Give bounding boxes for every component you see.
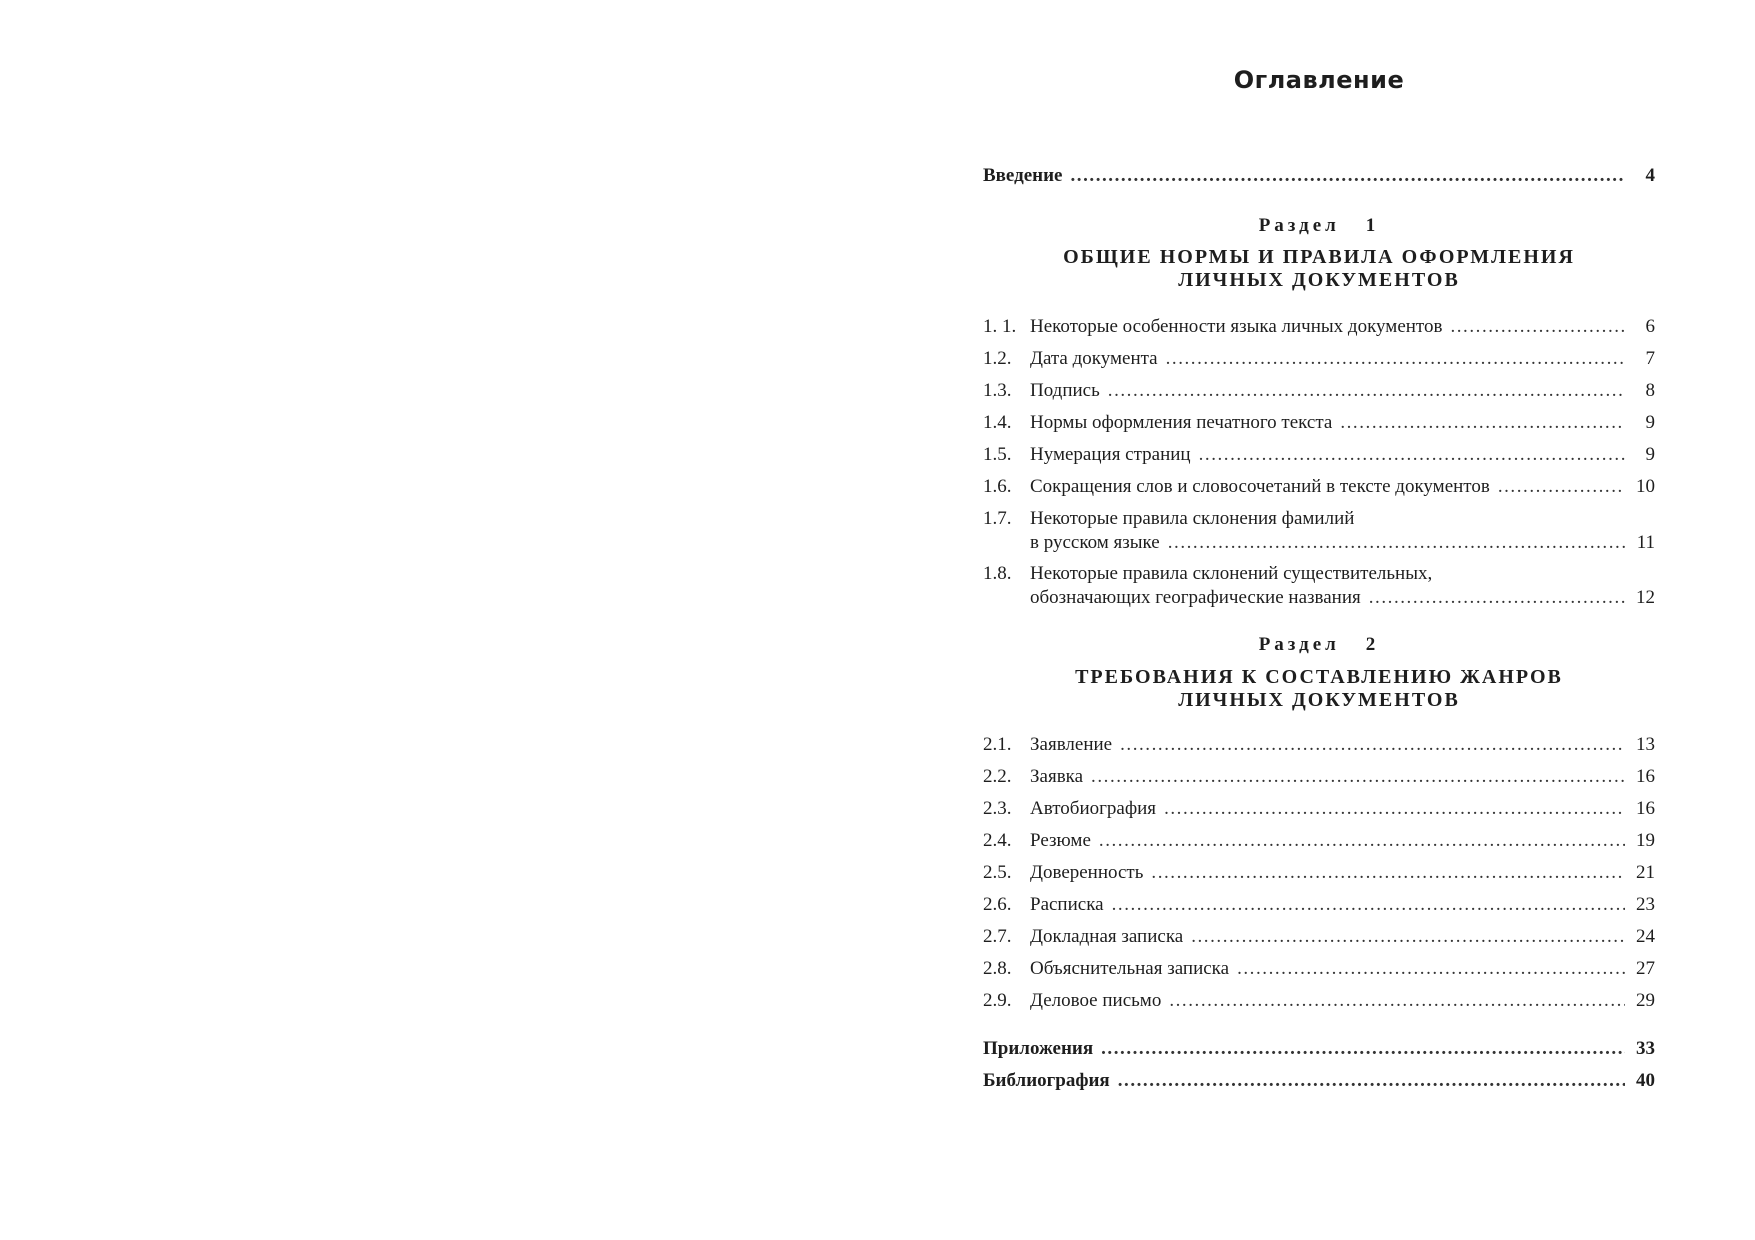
leader-dots — [1091, 766, 1625, 788]
entry-page: 40 — [1636, 1070, 1655, 1091]
entry-number: 1.8. — [983, 563, 1012, 584]
entry-text: Доверенность — [1030, 862, 1144, 883]
entry-text: Некоторые особенности языка личных документов — [1030, 316, 1443, 337]
toc-entry-multiline-first[interactable] — [983, 508, 1655, 530]
entry-text: Введение — [983, 165, 1063, 186]
entry-text: Нормы оформления печатного текста — [1030, 412, 1333, 433]
entry-number: 2.1. — [983, 734, 1012, 755]
entry-text: Библиография — [983, 1070, 1110, 1091]
leader-dots — [1151, 862, 1625, 884]
entry-page: 13 — [1636, 734, 1655, 755]
leader-dots — [1166, 348, 1625, 370]
entry-number: 2.5. — [983, 862, 1012, 883]
entry-text: Некоторые правила склонений существительных, — [1030, 563, 1433, 584]
entry-page: 19 — [1636, 830, 1655, 851]
toc-entry-appendix[interactable] — [983, 1038, 1655, 1060]
toc-entry[interactable] — [983, 798, 1655, 820]
toc-entry[interactable] — [983, 380, 1655, 402]
entry-text: Дата документа — [1030, 348, 1158, 369]
entry-page: 9 — [1645, 412, 1655, 433]
toc-entry[interactable] — [983, 734, 1655, 756]
entry-page: 6 — [1645, 316, 1655, 337]
entry-text: обозначающих географические названия — [1030, 587, 1361, 608]
entry-page: 16 — [1636, 798, 1655, 819]
entry-number: 2.4. — [983, 830, 1012, 851]
entry-page: 12 — [1636, 587, 1655, 608]
entry-text: Сокращения слов и словосочетаний в тексте документов — [1030, 476, 1490, 497]
entry-number: 1.3. — [983, 380, 1012, 401]
entry-page: 21 — [1636, 862, 1655, 883]
leader-dots — [1369, 587, 1625, 609]
toc-entry[interactable] — [983, 958, 1655, 980]
leader-dots — [1450, 316, 1625, 338]
leader-dots — [1108, 380, 1625, 402]
entry-text: Резюме — [1030, 830, 1091, 851]
entry-number: 2.6. — [983, 894, 1012, 915]
leader-dots — [1191, 926, 1625, 948]
entry-number: 2.7. — [983, 926, 1012, 947]
section1-title-line1: ОБЩИЕ НОРМЫ И ПРАВИЛА ОФОРМЛЕНИЯ — [1063, 246, 1575, 268]
toc-entry[interactable] — [983, 348, 1655, 370]
entry-text: Нумерация страниц — [1030, 444, 1191, 465]
entry-number: 2.8. — [983, 958, 1012, 979]
toc-entry-intro[interactable] — [983, 165, 1655, 187]
section1-title-line2: ЛИЧНЫХ ДОКУМЕНТОВ — [1178, 269, 1460, 291]
leader-dots — [1164, 798, 1625, 820]
entry-page: 29 — [1636, 990, 1655, 1011]
entry-text: Некоторые правила склонения фамилий — [1030, 508, 1355, 529]
toc-entry-multiline-second[interactable] — [983, 532, 1655, 554]
entry-page: 23 — [1636, 894, 1655, 915]
leader-dots — [1099, 830, 1625, 852]
section-word: Раздел — [1258, 215, 1340, 236]
toc-entry[interactable] — [983, 766, 1655, 788]
entry-text: Докладная записка — [1030, 926, 1184, 947]
toc-entry[interactable] — [983, 316, 1655, 338]
section-number: 1 — [1365, 215, 1380, 236]
toc-entry[interactable] — [983, 412, 1655, 434]
section2-label — [983, 634, 1655, 656]
entry-number: 1.2. — [983, 348, 1012, 369]
entry-text: Деловое письмо — [1030, 990, 1162, 1011]
leader-dots — [1498, 476, 1625, 498]
entry-text: Расписка — [1030, 894, 1104, 915]
section2-title-line2: ЛИЧНЫХ ДОКУМЕНТОВ — [1178, 689, 1460, 711]
toc-entry[interactable] — [983, 894, 1655, 916]
entry-text: Приложения — [983, 1038, 1094, 1059]
leader-dots — [1112, 894, 1625, 916]
section2-title-line1: ТРЕБОВАНИЯ К СОСТАВЛЕНИЮ ЖАНРОВ — [1075, 666, 1563, 688]
toc-entry[interactable] — [983, 444, 1655, 466]
leader-dots — [1237, 958, 1625, 980]
entry-text: Объяснительная записка — [1030, 958, 1230, 979]
entry-page: 11 — [1636, 532, 1655, 553]
leader-dots — [1071, 165, 1626, 187]
toc-entry[interactable] — [983, 990, 1655, 1012]
left-page-blank — [0, 0, 877, 1240]
entry-page: 7 — [1645, 348, 1655, 369]
toc-entry-bibliography[interactable] — [983, 1070, 1655, 1092]
leader-dots — [1340, 412, 1625, 434]
entry-text: Автобиография — [1030, 798, 1157, 819]
entry-number: 1. 1. — [983, 316, 1017, 337]
entry-page: 24 — [1636, 926, 1655, 947]
entry-page: 10 — [1636, 476, 1655, 497]
toc-entry[interactable] — [983, 862, 1655, 884]
toc-entry-multiline-first[interactable] — [983, 563, 1655, 585]
leader-dots — [1169, 990, 1625, 1012]
toc-title: Оглавление — [1233, 66, 1405, 94]
entry-text: Подпись — [1030, 380, 1100, 401]
section-number: 2 — [1365, 634, 1380, 655]
leader-dots — [1101, 1038, 1625, 1060]
entry-number: 2.2. — [983, 766, 1012, 787]
entry-number: 2.3. — [983, 798, 1012, 819]
entry-number: 2.9. — [983, 990, 1012, 1011]
entry-page: 8 — [1645, 380, 1655, 401]
leader-dots — [1120, 734, 1625, 756]
entry-text: в русском языке — [1030, 532, 1160, 553]
entry-text: Заявка — [1030, 766, 1084, 787]
entry-number: 1.5. — [983, 444, 1012, 465]
entry-number: 1.6. — [983, 476, 1012, 497]
section-word: Раздел — [1258, 634, 1340, 655]
entry-page: 9 — [1645, 444, 1655, 465]
toc-entry-multiline-second[interactable] — [983, 587, 1655, 609]
entry-page: 33 — [1636, 1038, 1655, 1059]
entry-number: 1.7. — [983, 508, 1012, 529]
entry-page: 16 — [1636, 766, 1655, 787]
entry-number: 1.4. — [983, 412, 1012, 433]
toc-entry[interactable] — [983, 476, 1655, 498]
entry-page: 27 — [1636, 958, 1655, 979]
leader-dots — [1199, 444, 1625, 466]
leader-dots — [1118, 1070, 1625, 1092]
toc-entry[interactable] — [983, 926, 1655, 948]
entry-page: 4 — [1645, 165, 1655, 186]
section1-label — [983, 215, 1655, 237]
entry-text: Заявление — [1030, 734, 1113, 755]
toc-entry[interactable] — [983, 830, 1655, 852]
leader-dots — [1168, 532, 1625, 554]
